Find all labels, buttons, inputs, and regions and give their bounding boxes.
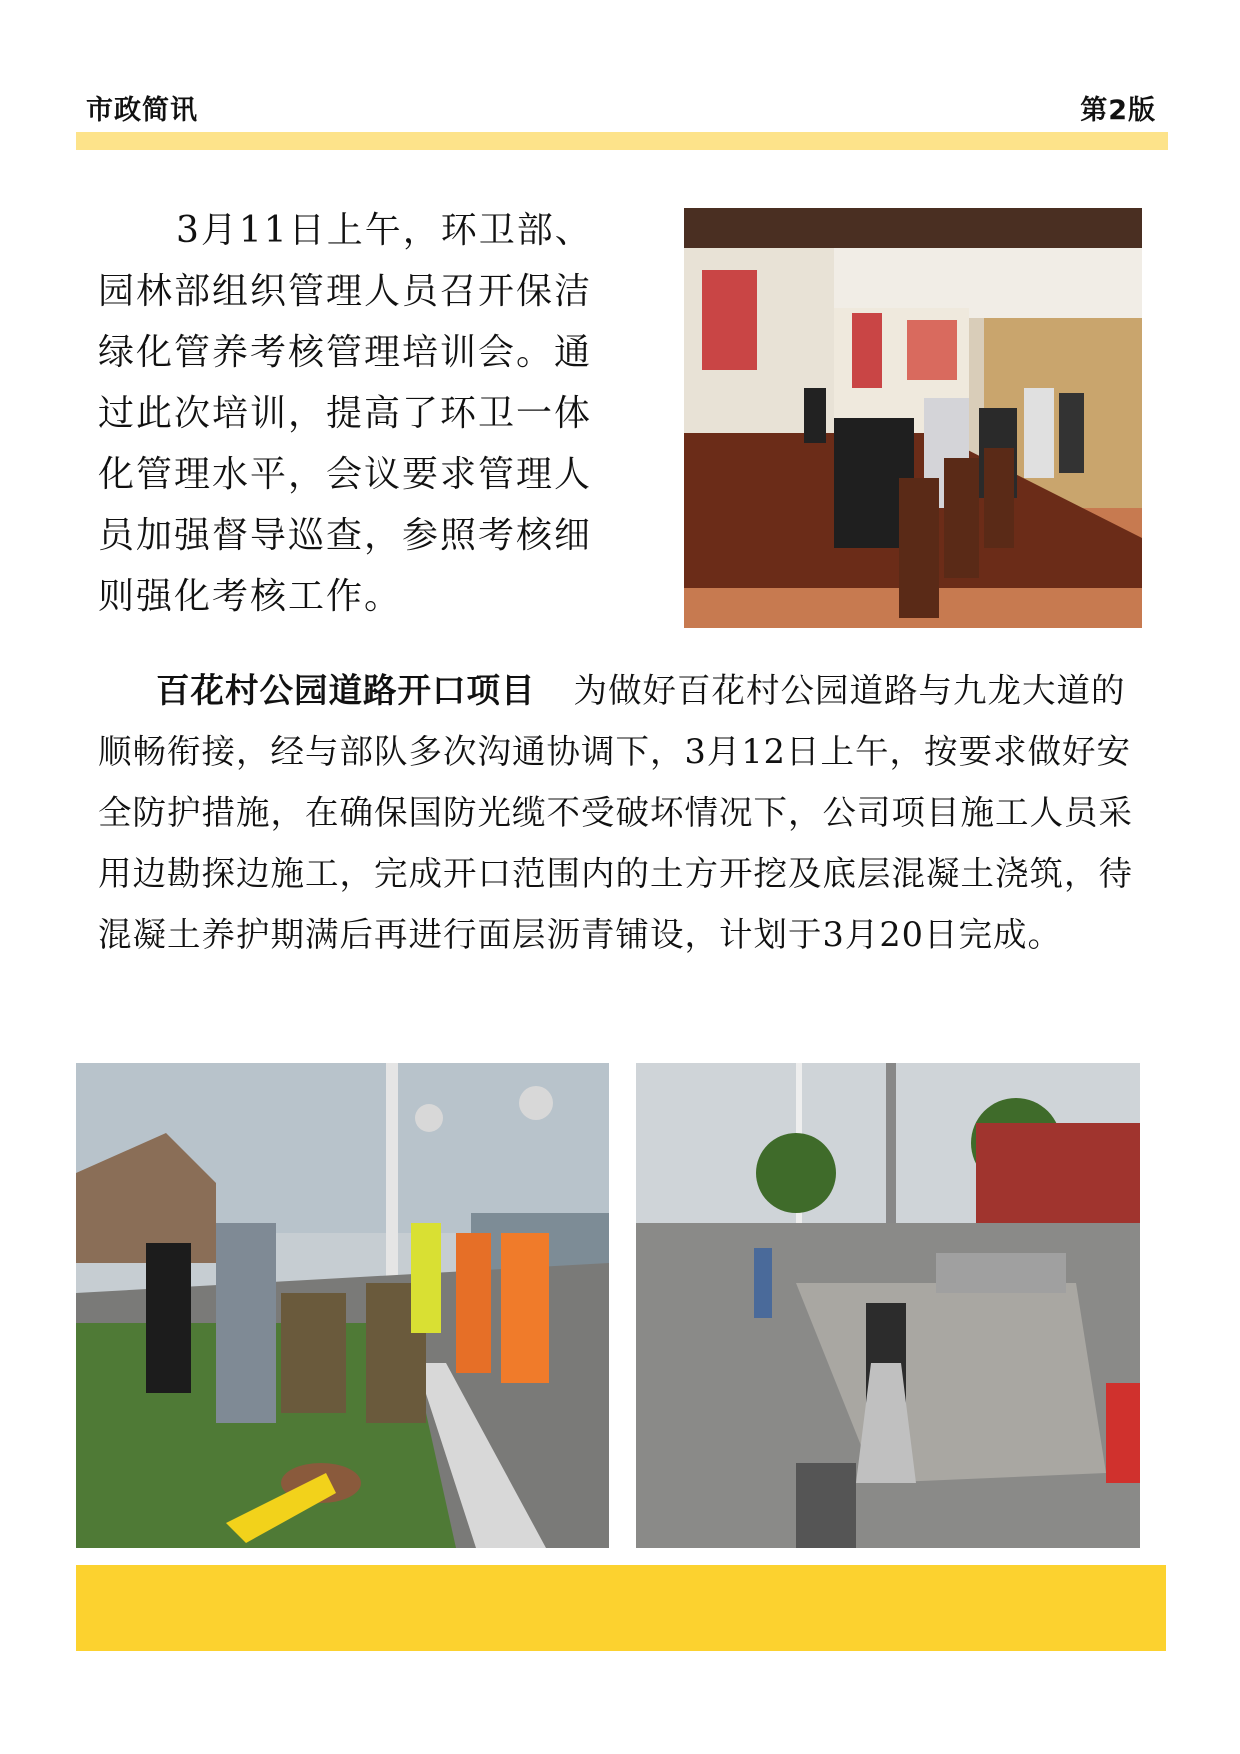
concrete-pouring-photo <box>636 1063 1140 1548</box>
meeting-photo <box>684 208 1142 628</box>
article-road-body: 为做好百花村公园道路与九龙大道的顺畅衔接，经与部队多次沟通协调下，3月12日上午，按要求做好安全防护措施，在确保国防光缆不受破坏情况下，公司项目施工人员采用边勘探边施工，完成开口范围内的土方开挖及底层混凝土浇筑，待混凝土养护期满后再进行面层沥青铺设，计划于3月20日完成。 <box>98 671 1133 954</box>
footer-bar <box>76 1565 1166 1651</box>
header-divider <box>76 132 1168 150</box>
newsletter-title: 市政简讯 <box>86 95 198 126</box>
page-number: 第2版 <box>1080 95 1156 126</box>
roadside-inspection-photo <box>76 1063 609 1548</box>
article-road-heading: 百花村公园道路开口项目 <box>156 671 536 710</box>
article-road-text <box>98 660 1138 965</box>
article-training-text: 3月11日上午，环卫部、园林部组织管理人员召开保洁绿化管养考核管理培训会。通过此次培训，提高了环卫一体化管理水平，会议要求管理人员加强督导巡查，参照考核细则强化考核工作。 <box>98 210 593 617</box>
